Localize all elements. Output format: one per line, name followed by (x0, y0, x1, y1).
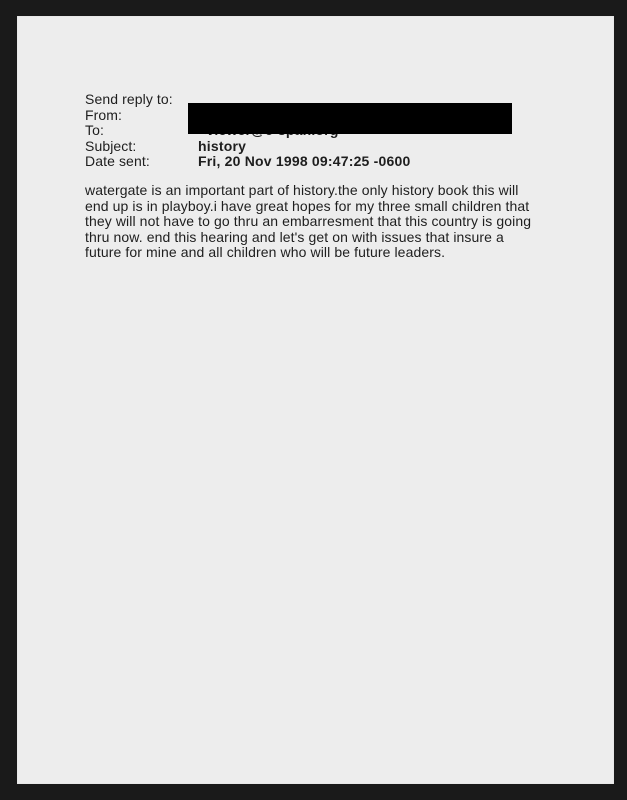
from-label: From: (85, 106, 123, 123)
body-line: future for mine and all children who will be future leaders. (85, 244, 446, 261)
body-line: watergate is an important part of history.the only history book this will (85, 182, 519, 198)
body-line: they will not have to go thru an embarresment that this country is going (85, 213, 532, 230)
subject-label: Subject: (85, 137, 137, 154)
date-label: Date sent: (85, 153, 150, 169)
to-label: To: (85, 122, 104, 138)
subject-value: history (198, 137, 247, 154)
email-printout-page (17, 16, 614, 784)
subject-row (85, 139, 410, 155)
body-line: thru now. end this hearing and let's get on with issues that insure a (85, 228, 504, 245)
send-reply-label: Send reply to: (85, 91, 173, 107)
date-row (85, 154, 410, 170)
email-body (85, 183, 555, 261)
body-line: end up is in playboy.i have great hopes for my three small children that (85, 197, 530, 214)
date-value: Fri, 20 Nov 1998 09:47:25 -0600 (198, 153, 411, 169)
redaction-bar (188, 103, 512, 134)
